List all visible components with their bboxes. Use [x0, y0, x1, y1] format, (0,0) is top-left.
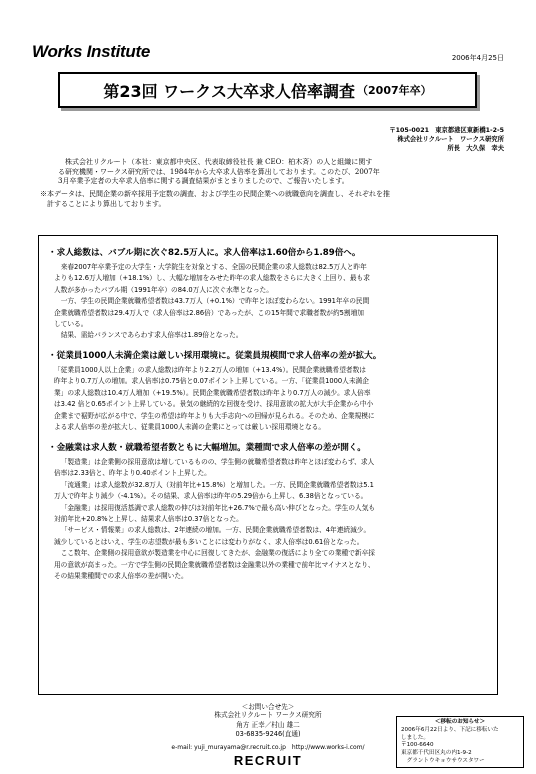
sender-company: 株式会社リクルート ワークス研究所	[397, 136, 504, 143]
recruit-logo: RECRUIT	[233, 753, 303, 768]
relocation-notice	[396, 716, 524, 768]
body-line: 一方、学生の民間企業就職希望者数は43.7万人（+0.1%）で昨年とほぼ変わらない。1991年卒の民間	[60, 297, 370, 306]
body-line: は3.42 倍と0.65ポイント上昇している。景気の継続的な回復を受け、採用意欲の拡大が大手企業から中小	[54, 400, 374, 409]
body-line: 「製造業」は企業側の採用意欲は増しているものの、学生側の就職希望者数は昨年とほぼ変わらず、求人	[60, 458, 375, 466]
relocation-line: グラントウキョウサウスタワー	[406, 757, 485, 764]
relocation-title: ＜移転のお知らせ＞	[434, 719, 486, 725]
body-line: 人数が多かったバブル期（1991年卒）の84.0万人に次ぐ水準となった。	[54, 285, 273, 294]
note-line: 計することにより算出しております。	[47, 199, 166, 208]
intro-line: る研究機関・ワークス研究所では、1984年から大卒求人倍率を算出しております。このたび、2007年	[58, 167, 380, 176]
section-body-1	[54, 262, 484, 342]
section-heading-2: ・従業員1000人未満企業は厳しい採用環境に。従業員規模間で求人倍率の差が拡大。	[48, 351, 382, 361]
relocation-line: 2006年6月22日より、下記に移転いた	[401, 726, 499, 733]
body-line: 企業就職希望者数は29.4万人で（求人倍率は2.86倍）であったが、この15年間で求職者数が約5割増加	[54, 308, 364, 317]
intro-line: 株式会社リクルート（本社：東京都中央区、代表取締役社長 兼 CEO：柏木斉）の人と組織に関す	[65, 158, 373, 166]
body-line: 「サービス・情報業」の求人総数は、2年連続の増加。一方、民間企業就職希望者数は、4年連続減少。	[60, 526, 371, 535]
body-line: 「金融業」は採用復活基調で求人総数の伸びは対前年比+26.7%で最も高い伸びとなった。学生の人気も	[60, 503, 376, 512]
body-line: 対前年比+20.8%と上昇し、結果求人倍率は0.37倍となった。	[54, 515, 243, 524]
body-line: 企業まで裾野が広がる中で、学生の希望は昨年よりも大手志向への回帰が見られる。そのため、企業規模に	[54, 411, 375, 420]
body-line: 倍率は2.33倍と、昨年より0.40ポイント上昇した。	[54, 469, 211, 478]
body-line: 「従業員1000人以上企業」の求人総数は昨年より2.2万人の増加（+13.4%）。民間企業就職希望者数は	[54, 366, 366, 374]
body-line: 結果、需給バランスであらわす求人倍率は1.89倍となった。	[60, 331, 243, 340]
release-date: 2006年4月25日	[451, 54, 504, 62]
document-title-sub: （2007年卒）	[357, 84, 432, 97]
contact-names: 角方 正幸／村山 雄二	[236, 720, 300, 729]
document-title-box	[58, 72, 477, 108]
contact-email[interactable]: e-mail: yuji_murayama@r.recruit.co.jp http://www.works-i.com/	[171, 744, 365, 751]
intro-paragraph	[58, 158, 482, 187]
relocation-line: 〒100-6640	[401, 742, 434, 749]
contact-label: ＜お問い合せ先＞	[241, 703, 295, 711]
sender-director: 所長 大久保 幸夫	[447, 145, 504, 152]
works-institute-logo: Works Institute	[32, 42, 150, 61]
body-line: 昨年より0.7万人の増加。求人倍率は0.75倍と0.07ポイント上昇している。一方、「従業員1000人未満企	[54, 377, 369, 386]
body-line: よる求人倍率の差が拡大し、従業員1000人未満の企業にとっては厳しい採用環境となる。	[54, 423, 326, 432]
section-body-2	[54, 365, 484, 433]
body-line: 用の意欲が高まった。一方で学生側の民間企業就職希望者数は金融業以外の業種で前年比マイナスとなり、	[54, 560, 375, 569]
sender-address: 〒105-0021 東京都港区東新橋1-2-5	[389, 127, 504, 134]
section-heading-1: ・求人総数は、バブル期に次ぐ82.5万人に。求人倍率は1.60倍から1.89倍へ。	[48, 248, 361, 258]
body-line: している。	[54, 320, 88, 329]
relocation-line: しました。	[401, 734, 429, 741]
relocation-line: 東京都千代田区丸の内1-9-2	[401, 750, 472, 757]
body-line: ここ数年、企業側の採用意欲が製造業を中心に回復してきたが、金融業の復活により全ての業種で新卒採	[60, 549, 375, 558]
body-line: 「流通業」は求人総数が32.8万人（対前年比+15.8%）と増加した。一方、民間企業就職希望者数は5.1	[60, 480, 374, 489]
body-line: 万人で昨年より減少（-4.1%）。その結果、求人倍率は昨年の5.29倍から上昇し、6.38倍となっている。	[54, 492, 368, 501]
body-line: 業」の求人総数は10.4万人増加（+19.5%）。民間企業就職希望者数は昨年より0.7万人の減少。求人倍率	[54, 388, 371, 397]
section-heading-3: ・金融業は求人数・就職希望者数ともに大幅増加。業種間で求人倍率の差が開く。	[48, 443, 366, 453]
intro-line: 3月卒業予定者の大卒求人倍率に関する調査結果がまとまりましたので、ご報告いたします。	[58, 177, 349, 186]
document-title: 第23回 ワークス大卒求人倍率調査	[103, 81, 356, 101]
contact-phone: 03-6835-9246(直通)	[235, 730, 301, 739]
body-line: よりも12.6万人増加（+18.1%）し、大幅な増加をみせた昨年の求人総数をさらに大きく上回り、最も求	[54, 274, 370, 283]
note-line: ※本データは、民間企業の新卒採用予定数の調査、および学生の民間企業への就職意向を調査し、それぞれを推	[40, 190, 390, 198]
body-line: 来春2007年卒業予定の大学生・大学院生を対象とする、全国の民間企業の求人総数は82.5万人と昨年	[60, 263, 367, 271]
section-body-3	[54, 457, 484, 582]
body-line: その結果業種間での求人倍率の差が開いた。	[54, 572, 188, 581]
body-line: 減少しているとはいえ、学生の志望数が最も多いことには変わりがなく、求人倍率は0.61倍となった。	[54, 537, 364, 546]
contact-company: 株式会社リクルート ワークス研究所	[214, 711, 322, 719]
intro-note	[40, 190, 485, 209]
